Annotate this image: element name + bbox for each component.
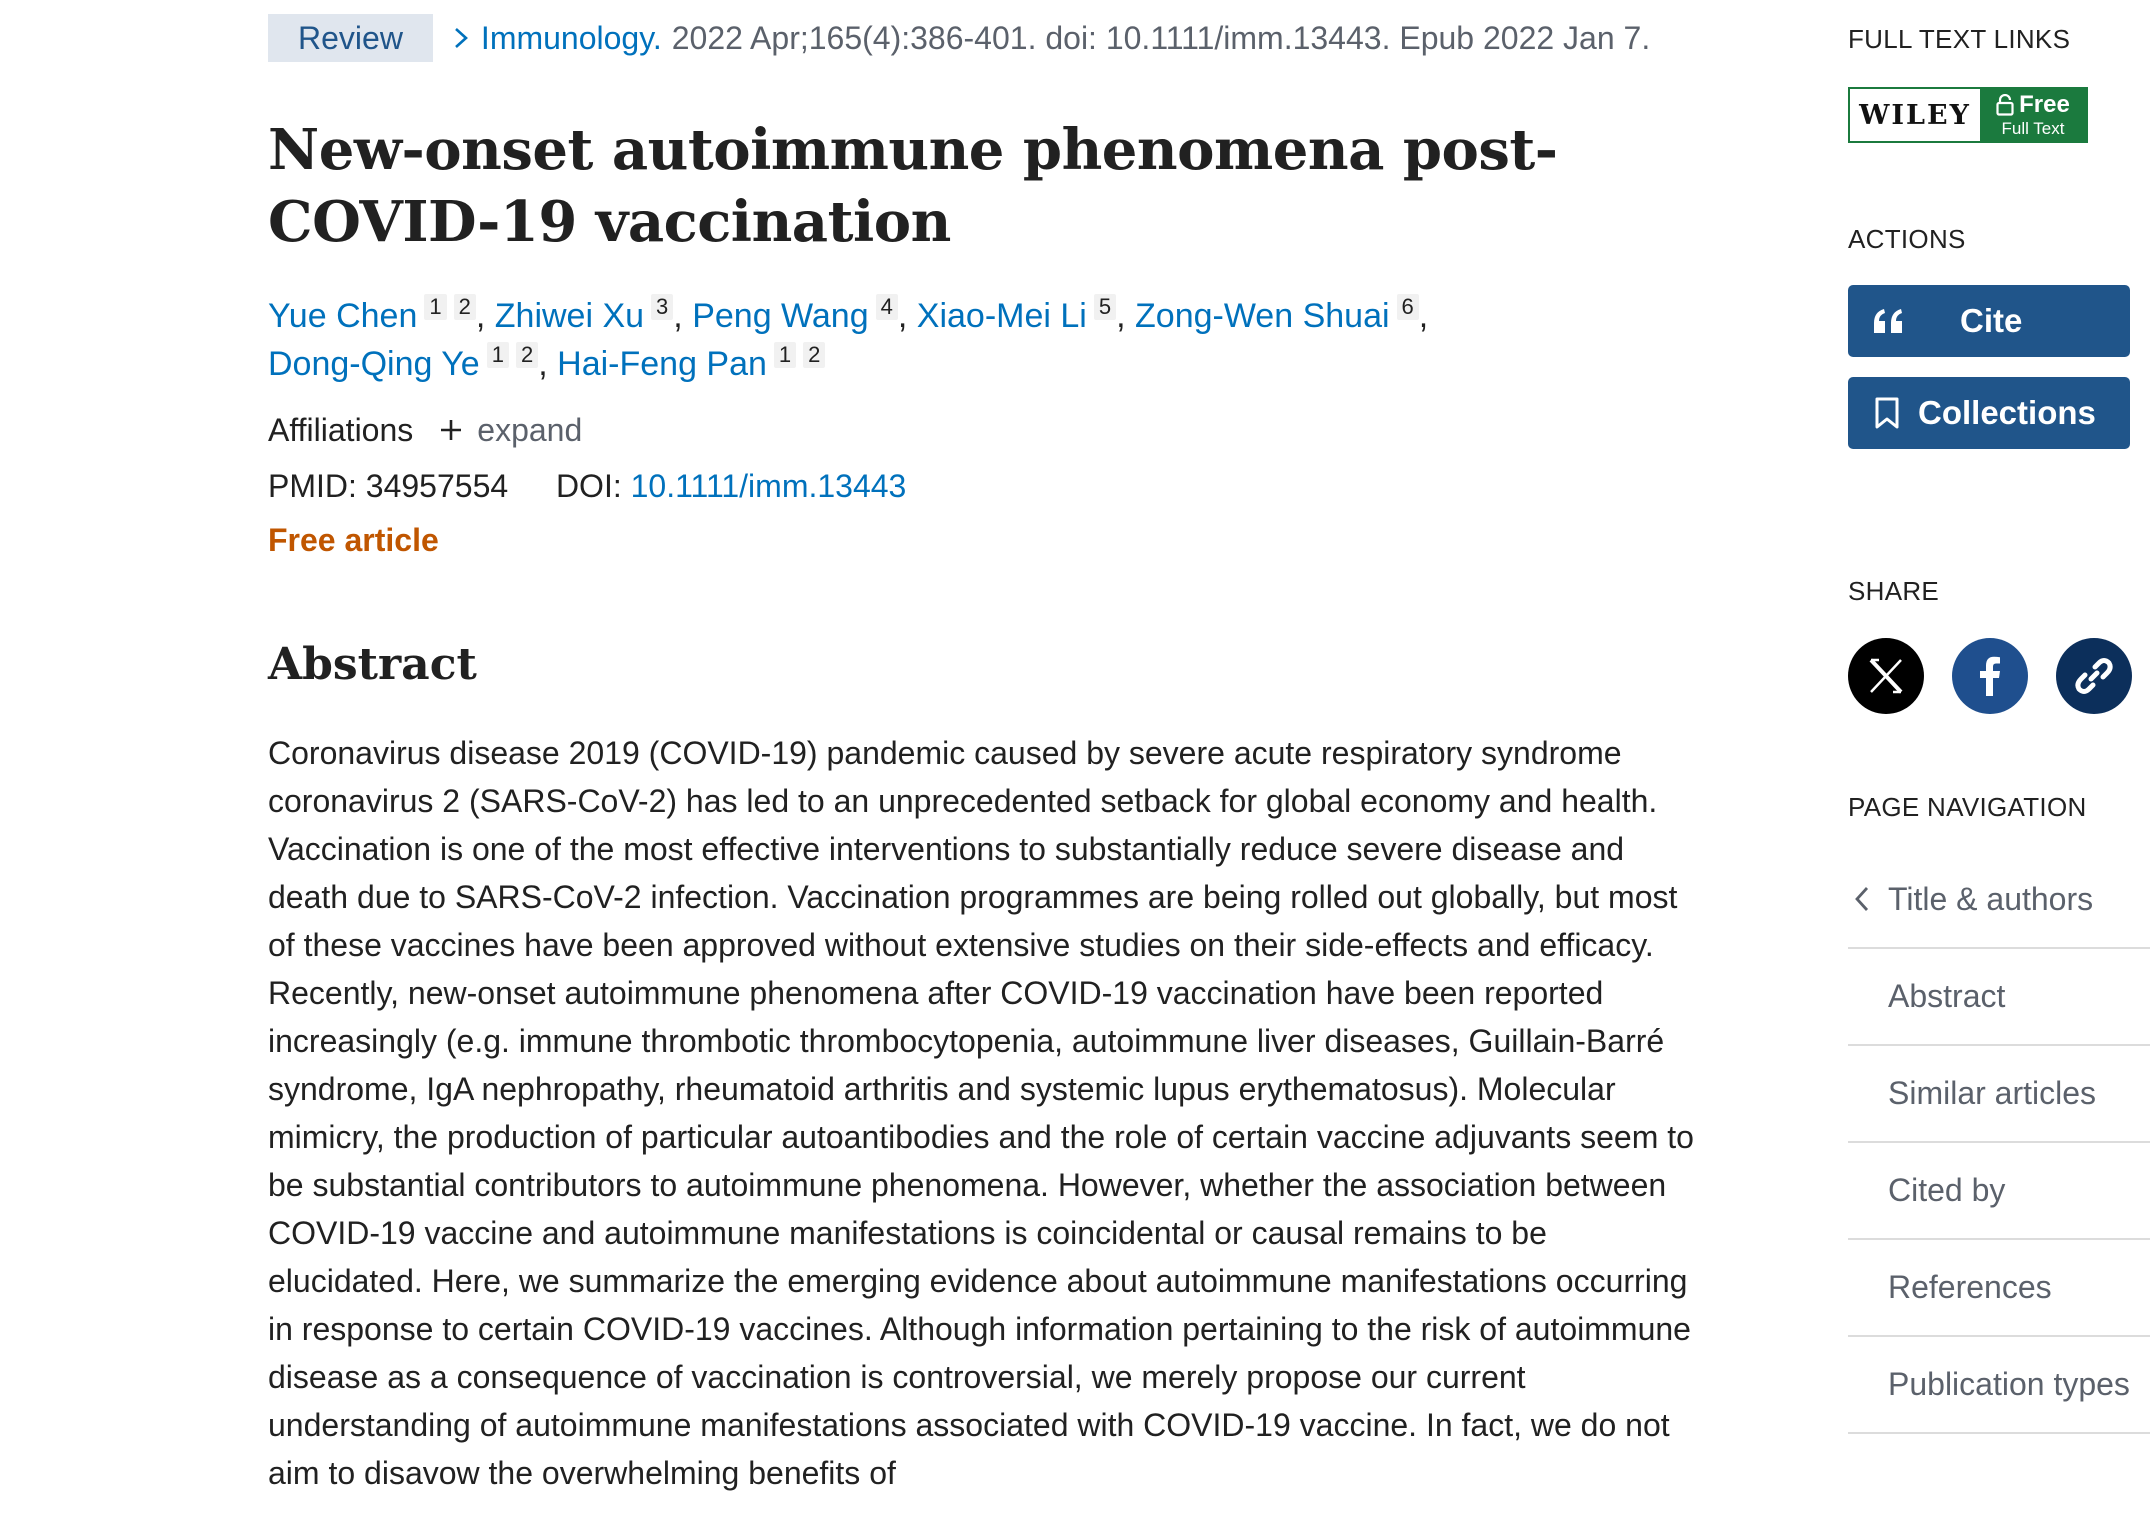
actions-label: ACTIONS [1848,224,1966,254]
affiliation-number[interactable]: 1 [774,342,796,368]
affiliation-number[interactable]: 1 [424,294,446,320]
share-buttons [1848,638,2150,714]
share-facebook-button[interactable] [1952,638,2028,714]
expand-label: expand [477,411,583,448]
quote-icon [1872,307,1906,335]
affiliation-number[interactable]: 2 [454,294,476,320]
wiley-full-text-link[interactable] [1848,87,2088,143]
page-nav-label: Similar articles [1888,1075,2097,1111]
author-link[interactable]: Yue Chen [268,297,418,335]
author-item: Peng Wang 4 , [692,294,917,335]
page-nav-label: Publication types [1888,1366,2130,1402]
authors-list [268,292,1708,388]
abstract-heading: Abstract [268,639,477,690]
wiley-logo: WILEY [1850,89,1980,141]
author-item: Yue Chen 1 2 , [268,294,495,335]
full-text-links-label: FULL TEXT LINKS [1848,24,2071,54]
author-item: Zong-Wen Shuai 6 , [1135,294,1429,335]
share-x-button[interactable] [1848,638,1924,714]
share-label: SHARE [1848,576,1940,606]
cite-button[interactable] [1848,285,2130,357]
journal-link[interactable]: Immunology. [480,19,662,56]
affiliations-row [268,410,1728,450]
unlock-icon [1996,94,2014,116]
page-nav-label: References [1888,1269,2052,1305]
chevron-right-icon [453,27,469,49]
page-nav-item[interactable] [1848,1240,2150,1337]
pmid-label: PMID: [268,468,357,504]
author-link[interactable]: Hai-Feng Pan [557,345,767,383]
page-nav-item[interactable] [1848,1046,2150,1143]
author-link[interactable]: Zhiwei Xu [494,297,645,335]
plus-icon [439,418,463,442]
citation-row [268,14,1728,62]
wiley-full-text-label: Full Text [2001,119,2065,138]
collections-button[interactable] [1848,377,2130,449]
link-icon [2074,656,2114,696]
collections-label: Collections [1918,394,2096,431]
author-link[interactable]: Peng Wang [692,297,869,335]
affiliation-number[interactable]: 5 [1094,294,1116,320]
facebook-icon [1979,656,2001,696]
page-nav-item[interactable] [1848,949,2150,1046]
author-item [557,342,825,383]
doi-link[interactable]: 10.1111/imm.13443 [630,468,907,504]
doi-label: DOI: [555,468,622,504]
page-nav-item[interactable] [1848,1337,2150,1434]
affiliation-number[interactable]: 2 [516,342,538,368]
wiley-free-full-text [1980,89,2086,141]
author-link[interactable]: Xiao-Mei Li [916,297,1087,335]
author-item: Zhiwei Xu 3 , [494,294,693,335]
free-article-label: Free article [268,522,439,558]
affiliation-number[interactable]: 4 [876,294,898,320]
cite-label: Cite [1960,302,2023,339]
page-navigation-label: PAGE NAVIGATION [1848,792,2087,822]
affiliations-label: Affiliations [268,411,414,448]
page-nav-item[interactable] [1848,1143,2150,1240]
affiliation-number[interactable]: 3 [651,294,673,320]
x-icon [1867,657,1905,695]
affiliations-expand-button[interactable] [439,412,582,449]
article-main [268,14,1728,1529]
affiliation-number[interactable]: 2 [803,342,825,368]
page-nav-label: Title & authors [1888,881,2094,917]
article-title: New-onset autoimmune phenomena post-COVID-19 vaccination [268,117,1558,255]
affiliation-number[interactable]: 6 [1397,294,1419,320]
publication-type-badge: Review [268,14,433,62]
abstract-text: Coronavirus disease 2019 (COVID-19) pandemic caused by severe acute respiratory syndrome coronavirus 2 (SARS-CoV-2) has led to an unprecedented setback for global economy and health. Vaccination is one of the most effective interventions to substantially reduce severe disease and death due to SARS-CoV-2 infection. Vaccination programmes are being rolled out globally, but most of these vaccines have been approved without extensive studies on their side-effects and efficacy. Recently, new-onset autoimmune phenomena after COVID-19 vaccination have been reported increasingly (e.g. immune thrombotic thrombocytopenia, autoimmune liver diseases, Guillain-Barré syndrome, IgA nephropathy, rheumatoid arthritis and systemic lupus erythematosus). Molecular mimicry, the production of particular autoantibodies and the role of certain vaccine adjuvants seem to be substantial contributors to autoimmune phenomena. However, whether the association between COVID-19 vaccine and autoimmune manifestations is coincidental or causal remains to be elucidated. Here, we summarize the emerging evidence about autoimmune manifestations occurring in response to certain COVID-19 vaccines. Although information pertaining to the risk of autoimmune disease as a consequence of vaccination is controversial, we merely propose our current understanding of autoimmune manifestations associated with COVID-19 vaccine. In fact, we do not aim to disavow the overwhelming benefits of [268,734,1694,1491]
share-permalink-button[interactable] [2056,638,2132,714]
author-item: Xiao-Mei Li 5 , [916,294,1136,335]
affiliation-number[interactable]: 1 [487,342,509,368]
identifiers-row [268,464,1728,508]
pmid-value: 34957554 [365,468,509,504]
wiley-free-label: Free [2019,91,2070,118]
bookmark-icon [1874,397,1900,429]
author-link[interactable]: Zong-Wen Shuai [1135,297,1390,335]
citation-details: 2022 Apr;165(4):386-401. doi: 10.1111/imm.13443. Epub 2022 Jan 7. [671,19,1651,56]
chevron-left-icon [1854,886,1870,912]
page-navigation-list [1848,852,2150,1434]
page-nav-label: Abstract [1888,978,2006,1014]
page-nav-label: Cited by [1888,1172,2006,1208]
author-link[interactable]: Dong-Qing Ye [268,345,480,383]
author-item: Dong-Qing Ye 1 2 , [268,342,558,383]
page-nav-item[interactable] [1848,852,2150,949]
